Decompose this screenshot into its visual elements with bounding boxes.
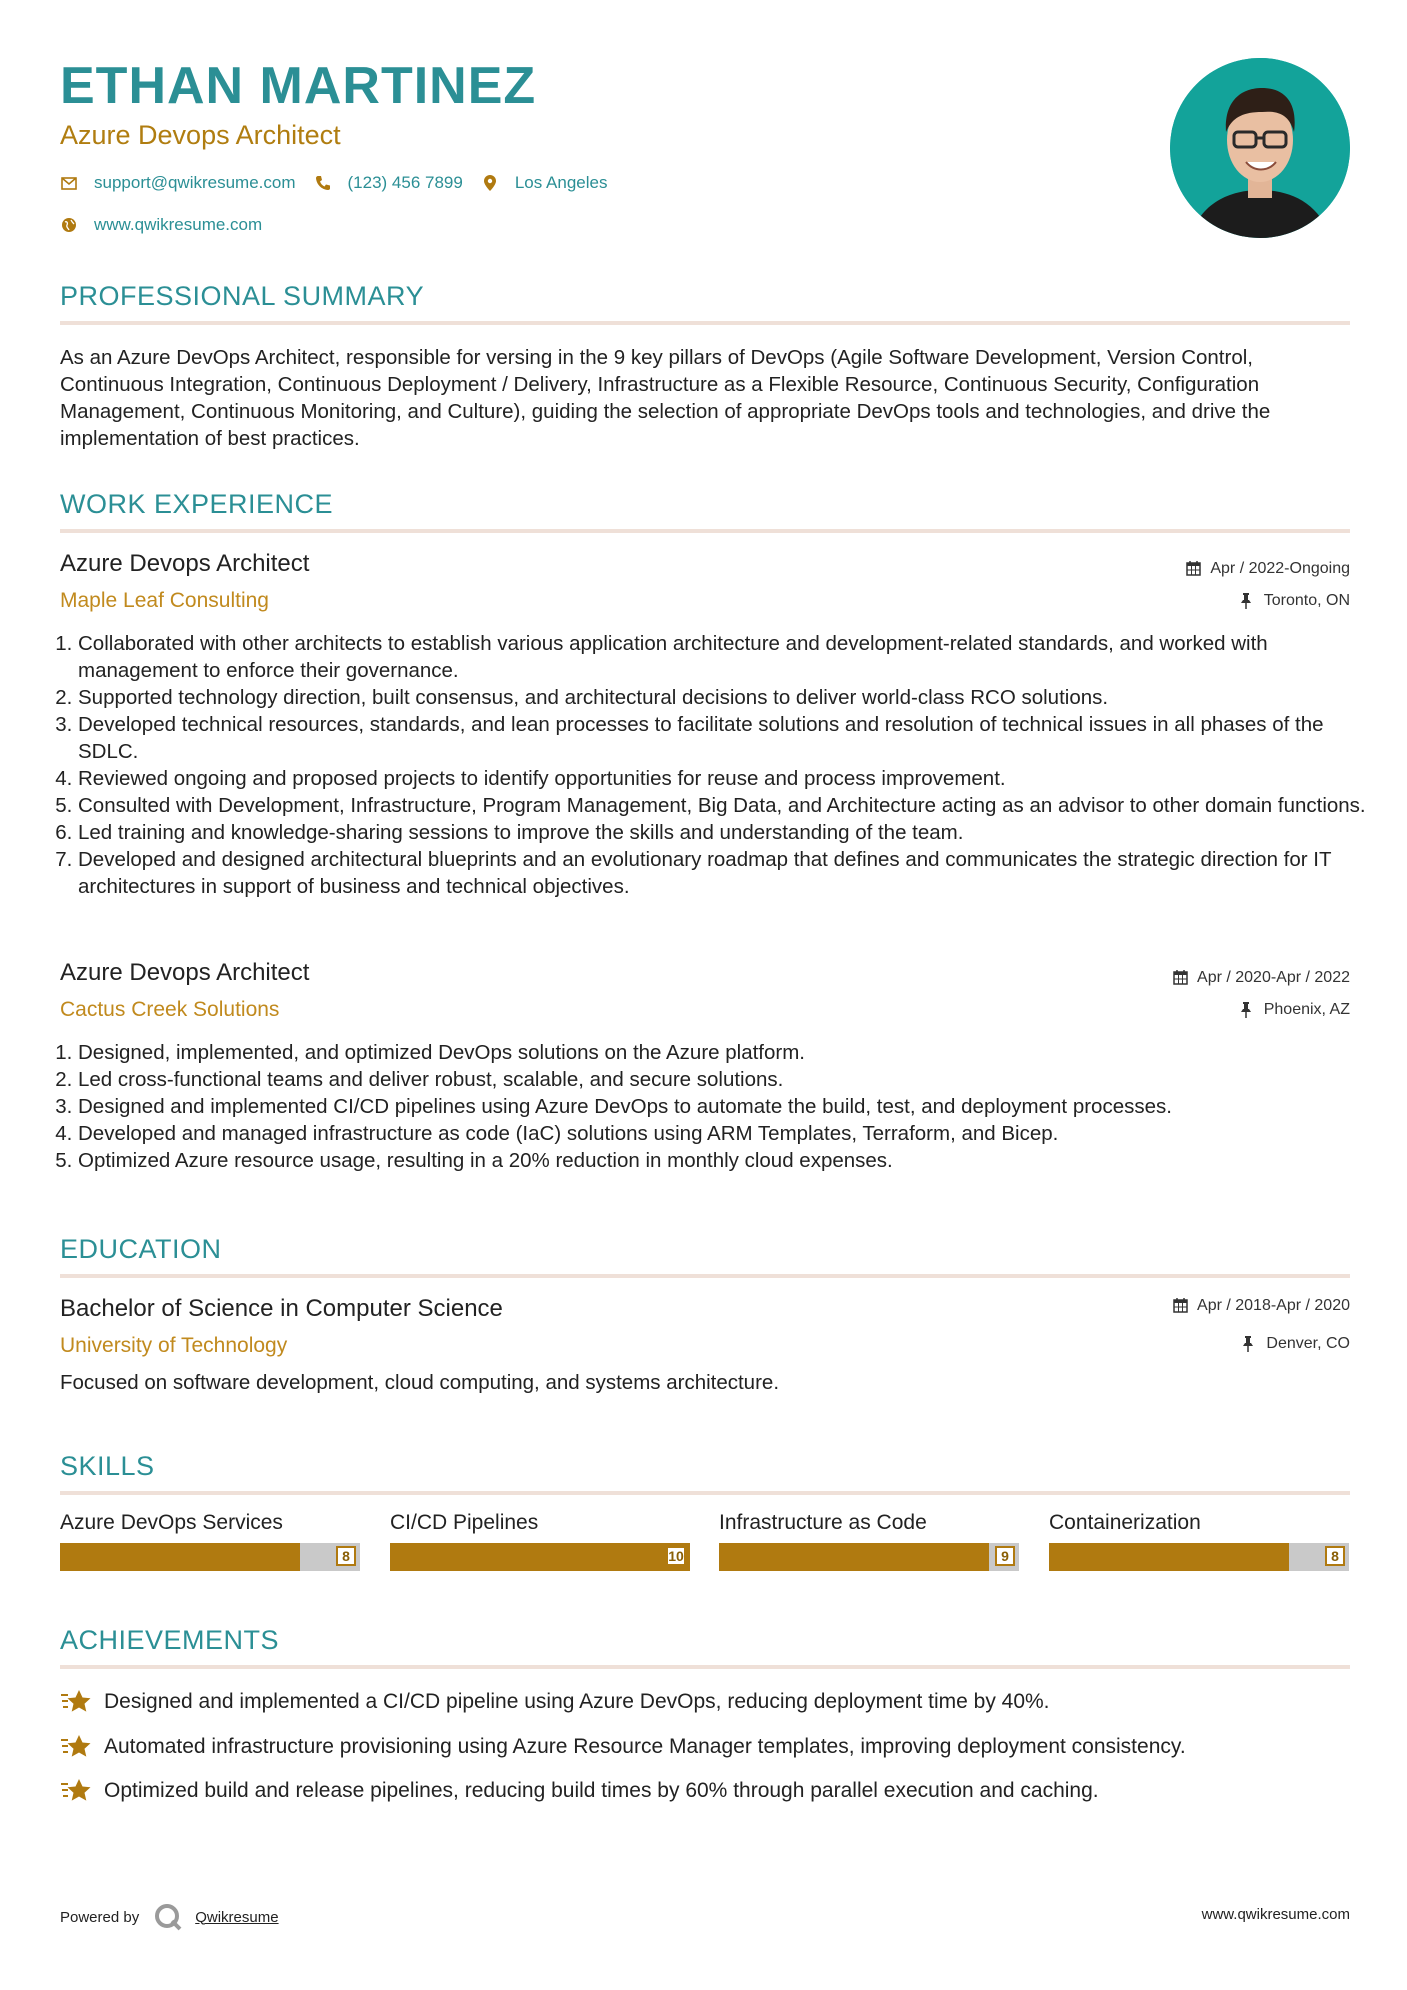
star-icon <box>60 1686 92 1718</box>
bullet-item: 6. Led training and knowledge-sharing sessions to improve the skills and understanding of the team. <box>78 819 1370 846</box>
skill-name: Infrastructure as Code <box>719 1511 927 1534</box>
qwikresume-logo-icon <box>153 1902 183 1932</box>
summary-text: As an Azure DevOps Architect, responsible for versing in the 9 key pillars of DevOps (Agile Software Development, Version Control, Continuous Integration, Continuous Deployment / Delivery, Infrastructure as a Flexible Resource, Continuous Security, Configuration Management, Continuous Monitoring, and Culture), guiding the selection of appropriate DevOps tools and technologies, and drive the implementation of best practices. <box>60 346 1271 450</box>
job-dates-text: Apr / 2020-Apr / 2022 <box>1197 969 1350 986</box>
skill-item <box>719 1509 1019 1571</box>
job-location-text: Phoenix, AZ <box>1263 1001 1350 1018</box>
pushpin-icon <box>1240 1002 1256 1018</box>
skill-level: 8 <box>1325 1546 1345 1566</box>
bullet-item: 5. Optimized Azure resource usage, resulting in a 20% reduction in monthly cloud expenses. <box>78 1147 1370 1174</box>
star-icon <box>60 1775 92 1807</box>
school-name: University of Technology <box>60 1334 288 1357</box>
skill-level: 9 <box>995 1546 1015 1566</box>
achievement-item <box>60 1775 1099 1807</box>
education-dates <box>1173 1297 1350 1315</box>
email-item[interactable] <box>60 173 296 193</box>
education-divider <box>60 1274 1350 1278</box>
calendar-icon <box>1173 970 1189 986</box>
skill-fill <box>1049 1543 1289 1571</box>
calendar-icon <box>1186 561 1202 577</box>
email-text: support@qwikresume.com <box>94 173 296 192</box>
bullet-item: 2. Supported technology direction, built consensus, and architectural decisions to deliver world-class RCO solutions. <box>78 684 1370 711</box>
job-location <box>1240 1001 1350 1019</box>
skill-fill <box>60 1543 300 1571</box>
achievement-text: Automated infrastructure provisioning using Azure Resource Manager templates, improving deployment consistency. <box>104 1735 1186 1758</box>
contact-row <box>60 173 625 193</box>
profile-photo <box>1170 58 1350 238</box>
location-text: Los Angeles <box>514 173 608 192</box>
phone-text: (123) 456 7899 <box>347 173 463 192</box>
website-text: www.qwikresume.com <box>94 215 263 234</box>
globe-icon <box>60 216 78 234</box>
education-location <box>1242 1335 1350 1353</box>
company-name: Cactus Creek Solutions <box>60 998 280 1021</box>
skill-bar <box>60 1543 360 1571</box>
bullet-item: 2. Led cross-functional teams and deliver robust, scalable, and secure solutions. <box>78 1066 1370 1093</box>
achievement-item <box>60 1686 1050 1718</box>
skills-heading: SKILLS <box>60 1451 155 1481</box>
skill-item <box>390 1509 690 1571</box>
powered-by-text: Powered by <box>60 1908 140 1926</box>
candidate-name: ETHAN MARTINEZ <box>60 57 537 115</box>
bullet-item: 7. Developed and designed architectural blueprints and an evolutionary roadmap that defines and communicates the strategic direction for IT architectures in support of business and technical objectives. <box>78 846 1370 900</box>
achievement-text: Optimized build and release pipelines, reducing build times by 60% through parallel execution and caching. <box>104 1779 1099 1802</box>
job-location <box>1240 592 1350 610</box>
education-dates-text: Apr / 2018-Apr / 2020 <box>1197 1297 1350 1314</box>
calendar-icon <box>1173 1298 1189 1314</box>
job-bullets <box>60 1039 1370 1174</box>
summary-divider <box>60 321 1350 325</box>
phone-item[interactable] <box>314 173 463 193</box>
skill-name: Containerization <box>1049 1511 1201 1534</box>
star-icon <box>60 1731 92 1763</box>
company-name: Maple Leaf Consulting <box>60 589 269 612</box>
website-row <box>60 215 280 235</box>
experience-divider <box>60 529 1350 533</box>
achievements-divider <box>60 1665 1350 1669</box>
skill-item <box>60 1509 360 1571</box>
bullet-item: 5. Consulted with Development, Infrastructure, Program Management, Big Data, and Architecture acting as an advisor to other domain functions. <box>78 792 1370 819</box>
candidate-title: Azure Devops Architect <box>60 120 341 150</box>
education-heading: EDUCATION <box>60 1234 222 1264</box>
skills-divider <box>60 1491 1350 1495</box>
footer-powered-by <box>60 1902 279 1932</box>
job-title: Azure Devops Architect <box>60 959 310 986</box>
bullet-item: 3. Designed and implemented CI/CD pipelines using Azure DevOps to automate the build, test, and deployment processes. <box>78 1093 1370 1120</box>
website-item[interactable] <box>60 215 262 235</box>
pushpin-icon <box>1240 593 1256 609</box>
qwikresume-link[interactable]: Qwikresume <box>195 1908 279 1926</box>
skill-fill <box>719 1543 989 1571</box>
achievement-text: Designed and implemented a CI/CD pipeline using Azure DevOps, reducing deployment time by 40%. <box>104 1690 1050 1713</box>
job-bullets <box>60 630 1370 900</box>
pushpin-icon <box>1242 1336 1258 1352</box>
skill-fill <box>390 1543 690 1571</box>
skill-name: Azure DevOps Services <box>60 1511 283 1534</box>
bullet-item: 4. Developed and managed infrastructure as code (IaC) solutions using ARM Templates, Terraform, and Bicep. <box>78 1120 1370 1147</box>
job-dates-text: Apr / 2022-Ongoing <box>1210 560 1350 577</box>
skill-level: 10 <box>666 1546 686 1566</box>
skill-level: 8 <box>336 1546 356 1566</box>
bullet-item: 1. Collaborated with other architects to establish various application architecture and development-related standards, and worked with management to enforce their governance. <box>78 630 1370 684</box>
skill-bar <box>719 1543 1019 1571</box>
bullet-item: 1. Designed, implemented, and optimized DevOps solutions on the Azure platform. <box>78 1039 1370 1066</box>
skill-name: CI/CD Pipelines <box>390 1511 539 1534</box>
phone-icon <box>314 174 332 192</box>
skill-item <box>1049 1509 1349 1571</box>
job-dates <box>1173 969 1350 987</box>
summary-heading: PROFESSIONAL SUMMARY <box>60 281 425 311</box>
experience-heading: WORK EXPERIENCE <box>60 489 334 519</box>
job-dates <box>1186 560 1350 578</box>
achievements-heading: ACHIEVEMENTS <box>60 1625 280 1655</box>
job-location-text: Toronto, ON <box>1263 592 1350 609</box>
footer-site-link[interactable]: www.qwikresume.com <box>1201 1906 1350 1923</box>
achievement-item <box>60 1731 1186 1763</box>
bullet-item: 4. Reviewed ongoing and proposed projects to identify opportunities for reuse and process improvement. <box>78 765 1370 792</box>
bullet-item: 3. Developed technical resources, standards, and lean processes to facilitate solutions and resolution of technical issues in all phases of the SDLC. <box>78 711 1370 765</box>
map-pin-icon <box>481 174 499 192</box>
education-location-text: Denver, CO <box>1266 1335 1350 1352</box>
envelope-icon <box>60 174 78 192</box>
degree-title: Bachelor of Science in Computer Science <box>60 1295 503 1322</box>
education-description: Focused on software development, cloud computing, and systems architecture. <box>60 1371 780 1394</box>
skill-bar <box>1049 1543 1349 1571</box>
job-title: Azure Devops Architect <box>60 550 310 577</box>
skill-bar <box>390 1543 690 1571</box>
location-item <box>481 173 608 193</box>
